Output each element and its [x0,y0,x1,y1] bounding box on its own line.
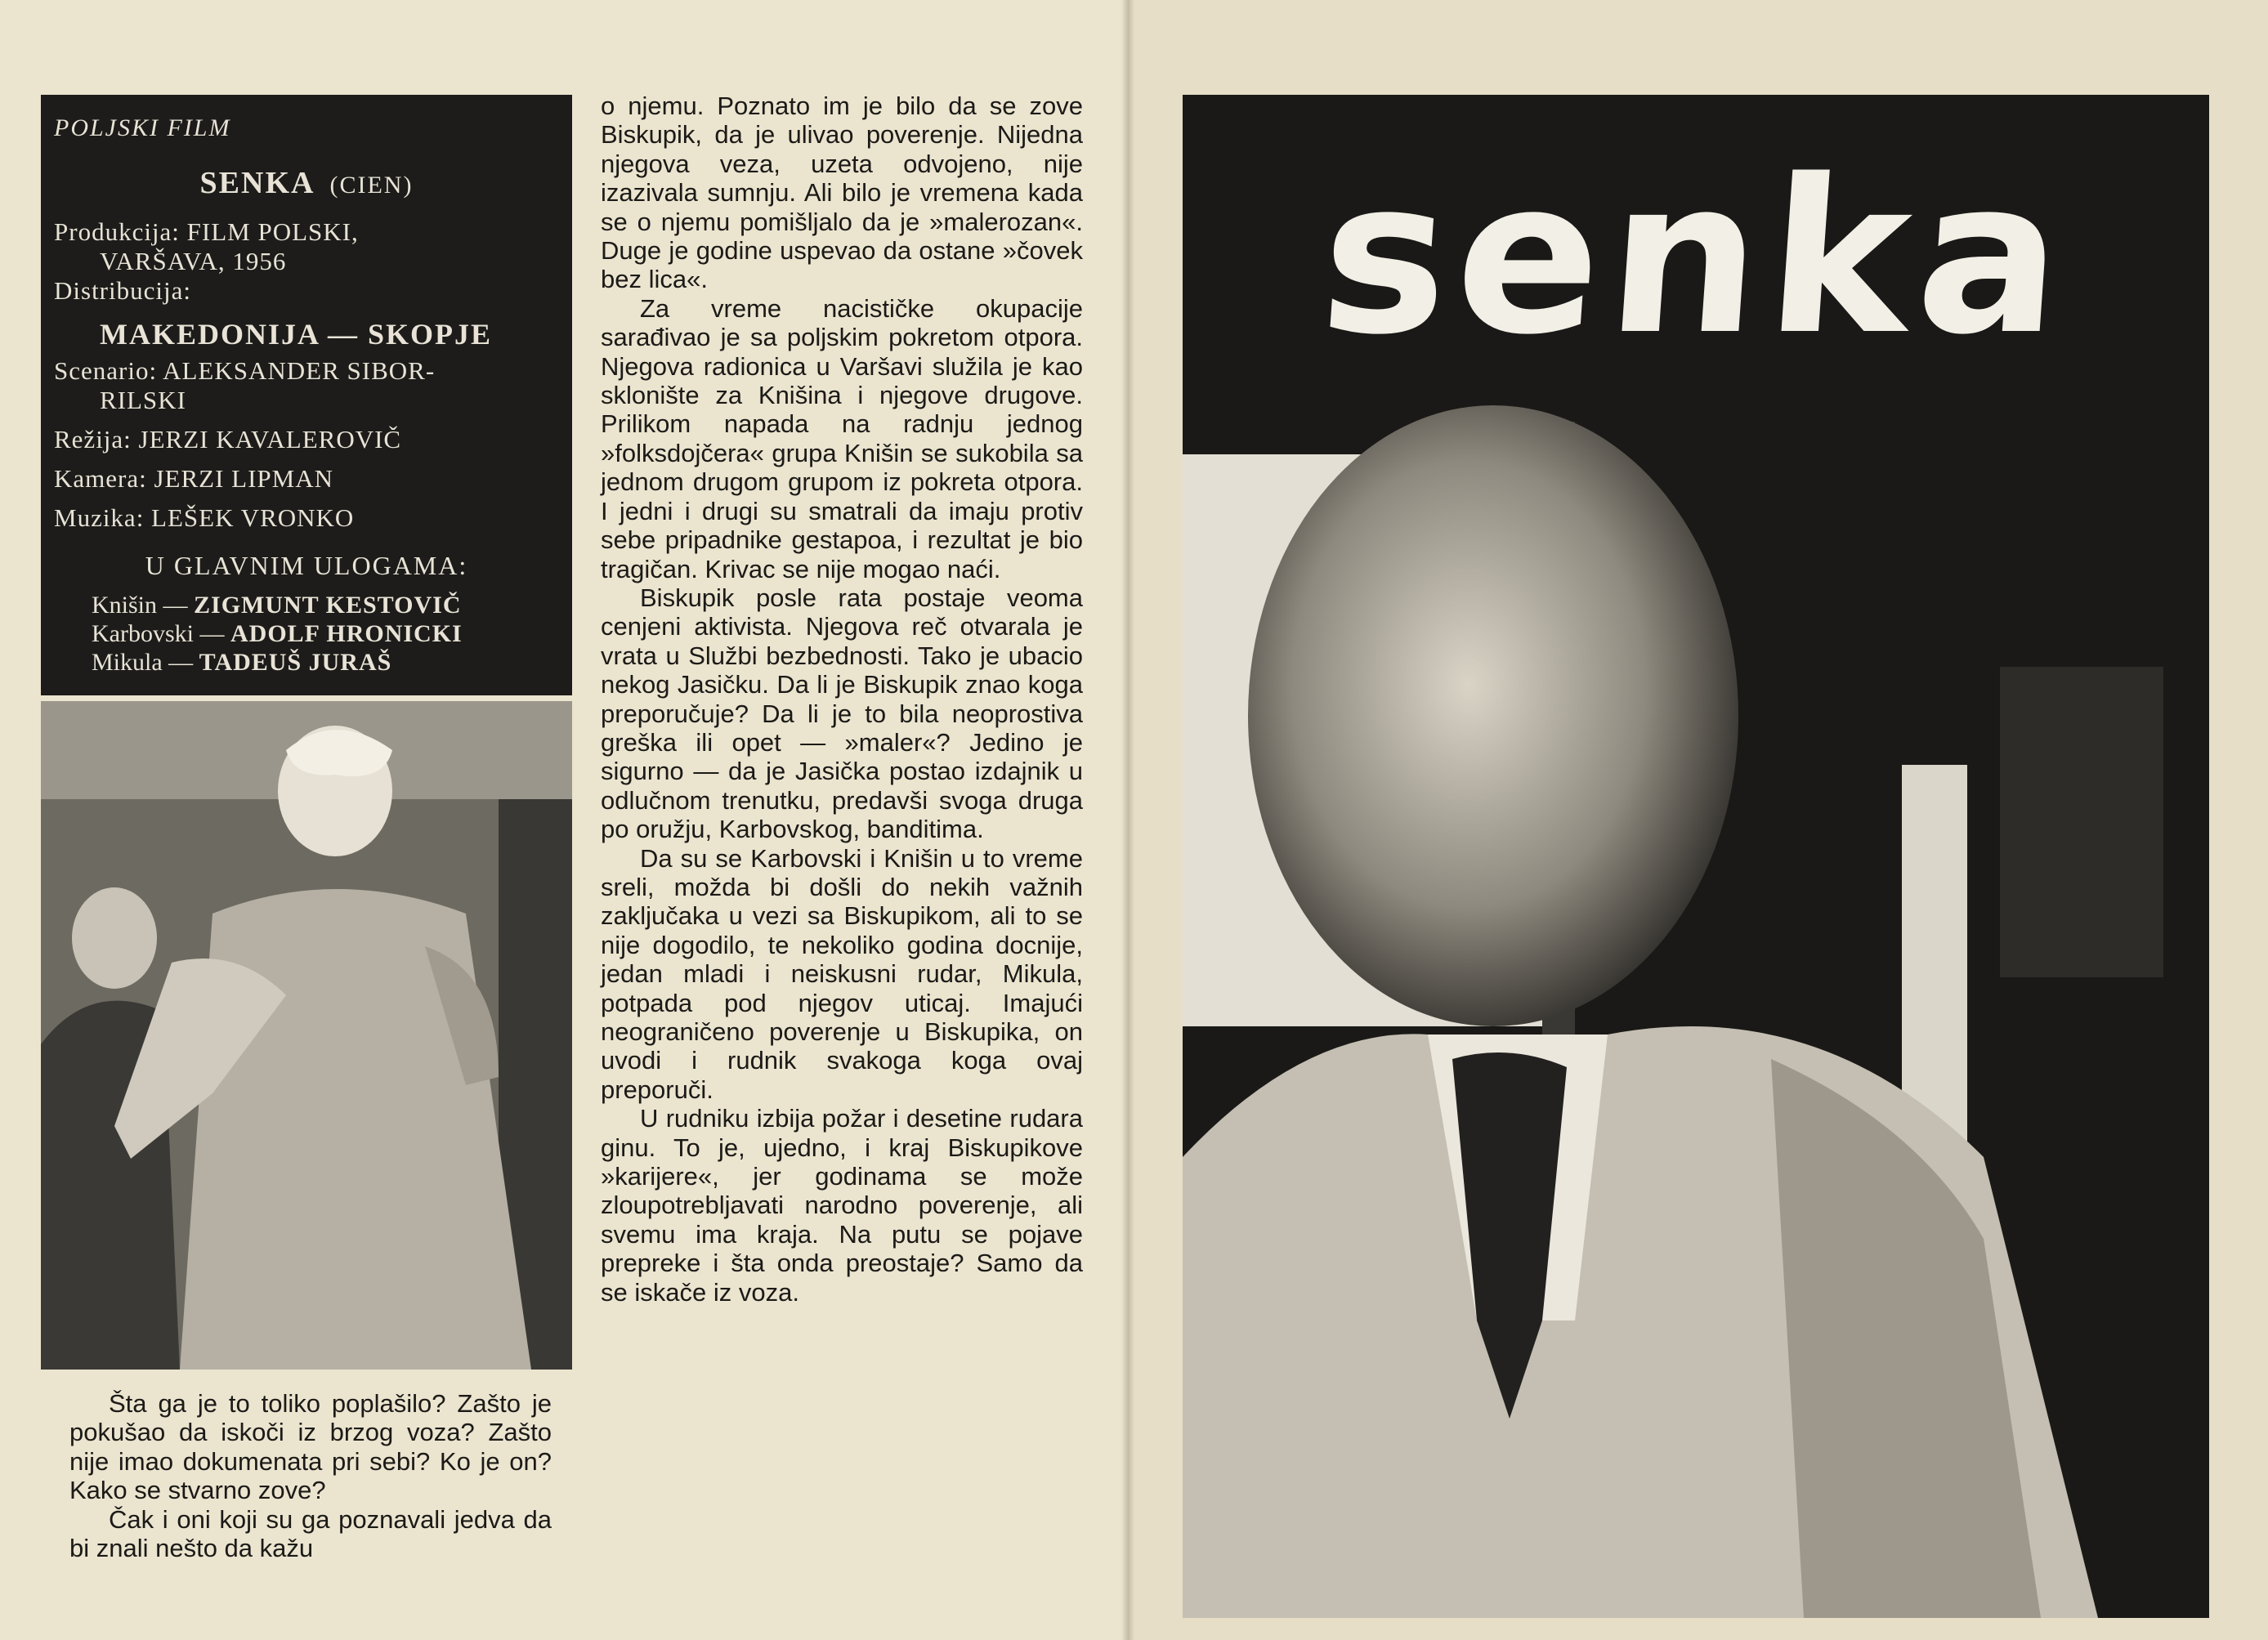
page-fold [1121,0,1134,1640]
roles-heading: U GLAVNIM ULOGAMA: [145,551,468,580]
scenario-line-1: Scenario: ALEKSANDER SIBOR- [54,356,436,385]
paragraph: Šta ga je to toliko poplašilo? Zašto je pokušao da iskoči iz brzog voza? Zašto nije imao dokumenata pri sebi? Ko je on? Kako se stvarno zove? [69,1389,552,1505]
cast-actor: ADOLF HRONICKI [230,620,463,647]
cast-row [54,619,559,648]
cast-actor: ZIGMUNT KESTOVIČ [194,592,462,619]
article-text-middle [601,92,1083,1307]
cast-role: Knišin — [92,592,188,619]
production-line-2: VARŠAVA, 1956 [100,247,287,275]
film-title-text: SENKA [199,166,315,200]
camera-credit: Kamera: JERZI LIPMAN [54,464,333,493]
paragraph: Biskupik posle rata postaje veoma cenjeni aktivista. Njegova reč otvarala je vrata u Službi bezbednosti. Tako je ubacio nekog Jasičku. Da li je Biskupik znao koga preporučuje? Da li je to bila neoprostiva greška ili opet — »maler«? Jedino je sigurno — da je Jasička postao izdajnik u odlučnom trenutku, predavši svoga druga po oružju, Karbovskog, banditima. [601,583,1083,844]
cast-role: Karbovski — [92,620,225,647]
cast-row [54,591,559,619]
cast-row [54,648,559,677]
paragraph: U rudniku izbija požar i desetine rudara ginu. To je, ujedno, i kraj Biskupikove »karijere«, jer godinama se može zloupotrebljavati narodno poverenje, ali svemu ima kraja. Na putu se pojave prepreke i šta onda preostaje? Samo da se iskače iz voza. [601,1104,1083,1307]
director-credit: Režija: JERZI KAVALEROVIČ [54,425,402,454]
paragraph: Čak i oni koji su ga poznavali jedva da bi znali nešto da kažu [69,1504,552,1563]
headline-title: senka [1313,135,2078,382]
poster-photo [1183,95,2209,1618]
paragraph: Da su se Karbovski i Knišin u to vreme sreli, možda bi došli do nekih važnih zaključaka u vezi sa Biskupikom, ali to se nije dogodilo, te nekoliko godina docnije, jedan mladi i neiskusni rudar, Mikula, potpada pod njegov uticaj. Imajući neograničeno poverenje u Biskupika, on uvodi i rudnik svakoga koga ovaj preporuči. [601,843,1083,1104]
film-title [54,165,559,201]
article-text-left [69,1389,552,1562]
paragraph: Za vreme nacističke okupacije sarađivao je sa poljskim pokretom otpora. Njegova radionica u Varšavi služila je kao sklonište za Knišina i njegove drugove. Prilikom napada na radnju jednog »folksdojčera« grupa Knišin se sukobila sa jednom drugom grupom iz pokreta otpora. I jedni i drugi su smatrali da imaju protiv sebe pripadnike gestapoa, i rezultat je bio tragičan. Krivac se nije mogao naći. [601,293,1083,583]
film-still-photo [41,701,572,1370]
paragraph: o njemu. Poznato im je bilo da se zove Biskupik, da je ulivao poverenje. Nijedna njegova veza, uzeta odvojeno, nije izazivala sumnju. Ali bilo je vremena kada se o njemu pomišljalo da je »malerozan«. Duge je godine uspevao da ostane »čovek bez lica«. [601,92,1083,294]
distribution-label: Distribucija: [54,276,191,305]
distributor: MAKEDONIJA — SKOPJE [100,318,493,351]
scenario-line-2: RILSKI [100,386,186,414]
original-title: (CIEN) [329,172,414,199]
production-line-1: Produkcija: FILM POLSKI, [54,217,359,246]
cast-role: Mikula — [92,649,194,676]
genre-label: POLJSKI FILM [54,114,231,141]
film-still-illustration [41,701,572,1370]
credits-box [41,95,572,695]
music-credit: Muzika: LEŠEK VRONKO [54,503,355,532]
cast-actor: TADEUŠ JURAŠ [199,649,392,676]
